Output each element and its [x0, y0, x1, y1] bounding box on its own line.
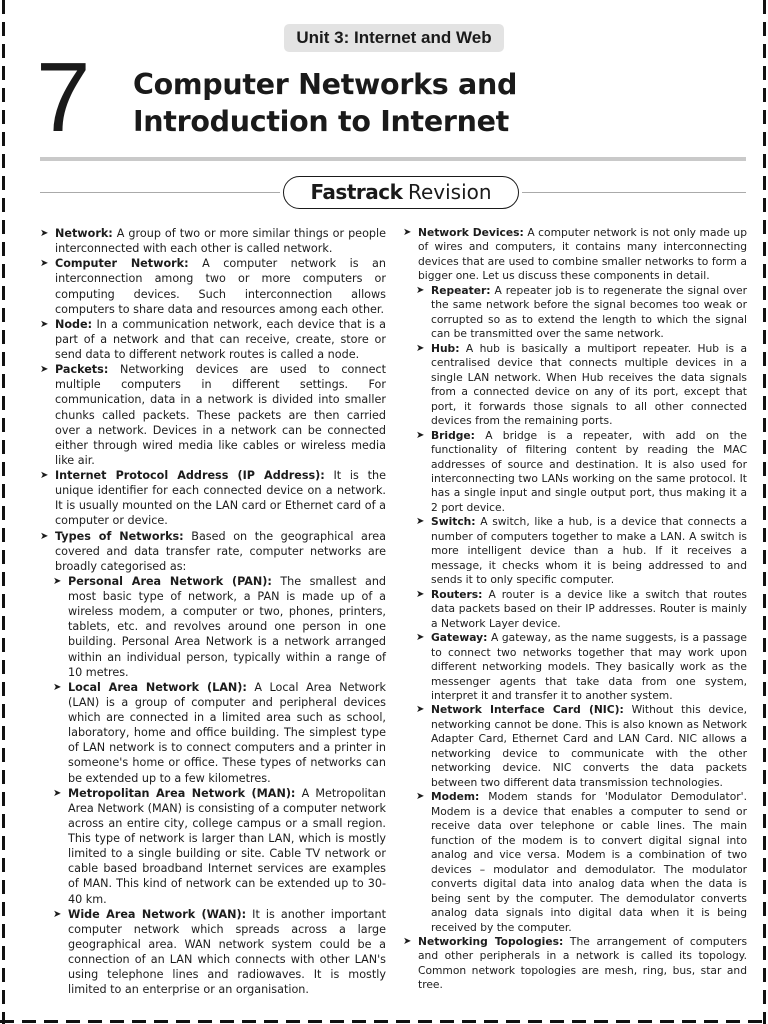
bullet-term: Node: [55, 317, 93, 331]
bullet-item [40, 468, 386, 529]
bullet-arrow-icon: ➤ [416, 342, 425, 354]
bullet-text: Modem stands for 'Modulator Demodulator'. Modem is a device that enables a computer to send or receive data over telephone or cable lines. The main function of the modem is to convert digital signal into analog and vice versa. Modem is a combination of two devices – modulator and demodulator. The modulator converts digital data into analog data when the data is being sent by the computer. The demodulator converts analog data signals into digital data when it is being received by the computer. [431, 790, 748, 934]
bullet-text: A switch, like a hub, is a device that connects a number of computers together to make a LAN. A switch is more intelligent device than a hub. If it receives a message, it checks whom it is being addressed to and sends it to only specific computer. [431, 515, 747, 587]
bullet-arrow-icon: ➤ [53, 787, 62, 799]
banner-label: Revision [407, 180, 492, 204]
bullet-text: A gateway, as the name suggests, is a passage to connect two networks together that may work upon different networking models. They basically work as the messenger agents that take data from one system, interpret it and transfer it to another system. [431, 631, 747, 702]
chapter-title-line-2: Introduction to Internet [133, 105, 509, 138]
bullet-arrow-icon: ➤ [40, 318, 49, 330]
bullet-item [40, 786, 386, 907]
bullet-term: Bridge: [431, 428, 475, 442]
bullet-text: It is another important computer network which spreads across a large geographical area. WAN network system could be a connection of an LAN which connects with other LAN's using telephone lines and radiowaves. It is mostly limited to an enterprise or an organisation. [68, 907, 386, 997]
bullet-term: Gateway: [431, 631, 488, 645]
bullet-item [40, 362, 386, 468]
bullet-item [403, 342, 747, 429]
bullet-item [40, 529, 386, 574]
page-border-right [763, 0, 766, 1024]
bullet-text: A bridge is a repeater, with add on the functionality of filtering content by reading the MAC addresses of source and destination. It is also used for interconnecting two LANs working on the same protocol. It has a single input and single output port, thus making it a 2 port device. [431, 428, 747, 514]
bullet-term: Switch: [431, 515, 476, 529]
bullet-item [403, 935, 747, 993]
bullet-arrow-icon: ➤ [416, 704, 425, 716]
page-border-left [2, 0, 5, 1024]
bullet-text: A computer network is an interconnection among two or more computers or computing devices. Such interconnection allows computers to share data and resources among each other. [55, 257, 386, 316]
bullet-text: A hub is basically a multiport repeater. Hub is a centralised device that connects multiple devices in a single LAN network. When Hub receives the data signals from a connected device on any of its port, except that port, it forwards those signals to all other connected devices from the remaining ports. [431, 341, 748, 428]
bullet-item [403, 515, 747, 587]
bullet-text: A repeater job is to regenerate the signal over the same network before the signal becomes too weak or corrupted so as to extend the length to which the signal can be transmitted over the same network. [431, 283, 747, 341]
bullet-term: Network Interface Card (NIC): [431, 703, 624, 717]
left-column [40, 226, 386, 997]
bullet-term: Metropolitan Area Network (MAN): [68, 786, 296, 800]
page-border-bottom [0, 1020, 768, 1023]
bullet-term: Internet Protocol Address (IP Address): [55, 469, 325, 482]
bullet-item [40, 680, 386, 786]
chapter-title [133, 66, 653, 140]
bullet-term: Packets: [55, 363, 109, 377]
chapter-number: 7 [36, 42, 91, 152]
bullet-arrow-icon: ➤ [40, 364, 49, 376]
bullet-arrow-icon: ➤ [403, 227, 412, 238]
bullet-text: The arrangement of computers and other peripherals in a network is called its topology. Common network topologies are mesh, ring, bus, star and tree. [418, 934, 748, 992]
bullet-arrow-icon: ➤ [416, 588, 425, 600]
bullet-arrow-icon: ➤ [416, 791, 425, 803]
bullet-term: Modem: [431, 790, 480, 804]
fastrack-revision-banner [283, 176, 519, 209]
banner-brand: Fastrack [310, 180, 403, 204]
right-column [403, 226, 747, 993]
bullet-term: Network: [55, 227, 113, 240]
bullet-text: The smallest and most basic type of network, a PAN is made up of a wireless modem, a computer or two, phones, printers, tablets, etc. and revolves around one person in one building. Personal Area Network is a network arranged within an individual person, typically within a range of 10 metres. [68, 574, 387, 679]
bullet-term: Personal Area Network (PAN): [68, 574, 272, 588]
bullet-term: Hub: [431, 341, 460, 355]
bullet-term: Computer Network: [55, 257, 189, 271]
bullet-term: Types of Networks: [55, 529, 184, 543]
bullet-text: Without this device, networking cannot be done. This is also known as Network Adapter Card, Ethernet Card and LAN Card. NIC allows a networking device to communicate with the other networking device. NIC converts the data packets between two different data transmission technologies. [431, 703, 747, 789]
bullet-item [403, 588, 747, 631]
bullet-text: Networking devices are used to connect multiple computers in different settings. For communication, data in a network is divided into smaller chunks called packets. These packets are then carried over a network. Devices in a network can be connected either through wired media like cables or wireless media like air. [55, 363, 386, 467]
bullet-arrow-icon: ➤ [40, 258, 49, 270]
banner-line-left [40, 192, 280, 193]
bullet-arrow-icon: ➤ [53, 908, 62, 920]
bullet-item [40, 226, 386, 256]
bullet-item [40, 907, 386, 998]
bullet-item [403, 703, 747, 790]
bullet-term: Wide Area Network (WAN): [68, 907, 247, 921]
unit-badge: Unit 3: Internet and Web [284, 24, 504, 52]
bullet-arrow-icon: ➤ [53, 575, 62, 587]
bullet-arrow-icon: ➤ [53, 681, 62, 693]
chapter-title-line-1: Computer Networks and [133, 68, 518, 101]
bullet-term: Repeater: [431, 283, 491, 297]
bullet-item [403, 226, 747, 284]
bullet-text: A group of two or more similar things or people interconnected with each other is called network. [55, 227, 387, 256]
bullet-term: Routers: [431, 587, 483, 601]
bullet-arrow-icon: ➤ [40, 228, 49, 239]
bullet-term: Network Devices: [418, 226, 524, 239]
bullet-arrow-icon: ➤ [416, 516, 425, 528]
bullet-text: A router is a device like a switch that routes data packets based on their IP addresses. Router is mainly a Network Layer device. [431, 587, 747, 630]
bullet-text: A Local Area Network (LAN) is a group of computer and peripheral devices which are connected in a limited area such as school, laboratory, home and office building. The simplest type of LAN network is to connect computers and a printer in someone's home or office. These types of networks can be extended up to a few kilometres. [68, 680, 386, 785]
bullet-item [403, 631, 747, 703]
bullet-text: A Metropolitan Area Network (MAN) is consisting of a computer network across an entire city, college campus or a small region. This type of network is larger than LAN, which is mostly limited to a single building or site. Cable TV network or cable based broadband Internet services are examples of MAN. This kind of network can be extended up to 30-40 km. [68, 786, 386, 906]
bullet-arrow-icon: ➤ [40, 470, 49, 481]
bullet-arrow-icon: ➤ [416, 429, 425, 441]
bullet-term: Local Area Network (LAN): [68, 680, 247, 694]
title-divider [40, 157, 746, 161]
bullet-text: It is the unique identifier for each connected device on a network. It is usually mounted on the LAN card or Ethernet card of a computer or device. [55, 469, 386, 528]
banner-line-right [522, 192, 746, 193]
bullet-item [40, 256, 386, 317]
bullet-item [403, 284, 747, 342]
bullet-term: Networking Topologies: [418, 934, 564, 948]
bullet-arrow-icon: ➤ [416, 632, 425, 644]
bullet-item [403, 429, 747, 516]
bullet-item [403, 790, 747, 935]
bullet-text: Based on the geographical area covered and data transfer rate, computer networks are broadly categorised as: [55, 529, 386, 573]
bullet-arrow-icon: ➤ [40, 530, 49, 542]
bullet-text: A computer network is not only made up of wires and computers, it contains many interconnecting devices that are used to combine smaller networks to form a bigger one. Let us discuss these components in detail. [418, 226, 747, 283]
bullet-arrow-icon: ➤ [416, 284, 425, 296]
bullet-arrow-icon: ➤ [403, 935, 412, 947]
bullet-text: In a communication network, each device that is a part of a network and that can receive, create, store or send data to different network routes is called a node. [55, 317, 386, 361]
bullet-item [40, 574, 386, 680]
bullet-item [40, 317, 386, 362]
